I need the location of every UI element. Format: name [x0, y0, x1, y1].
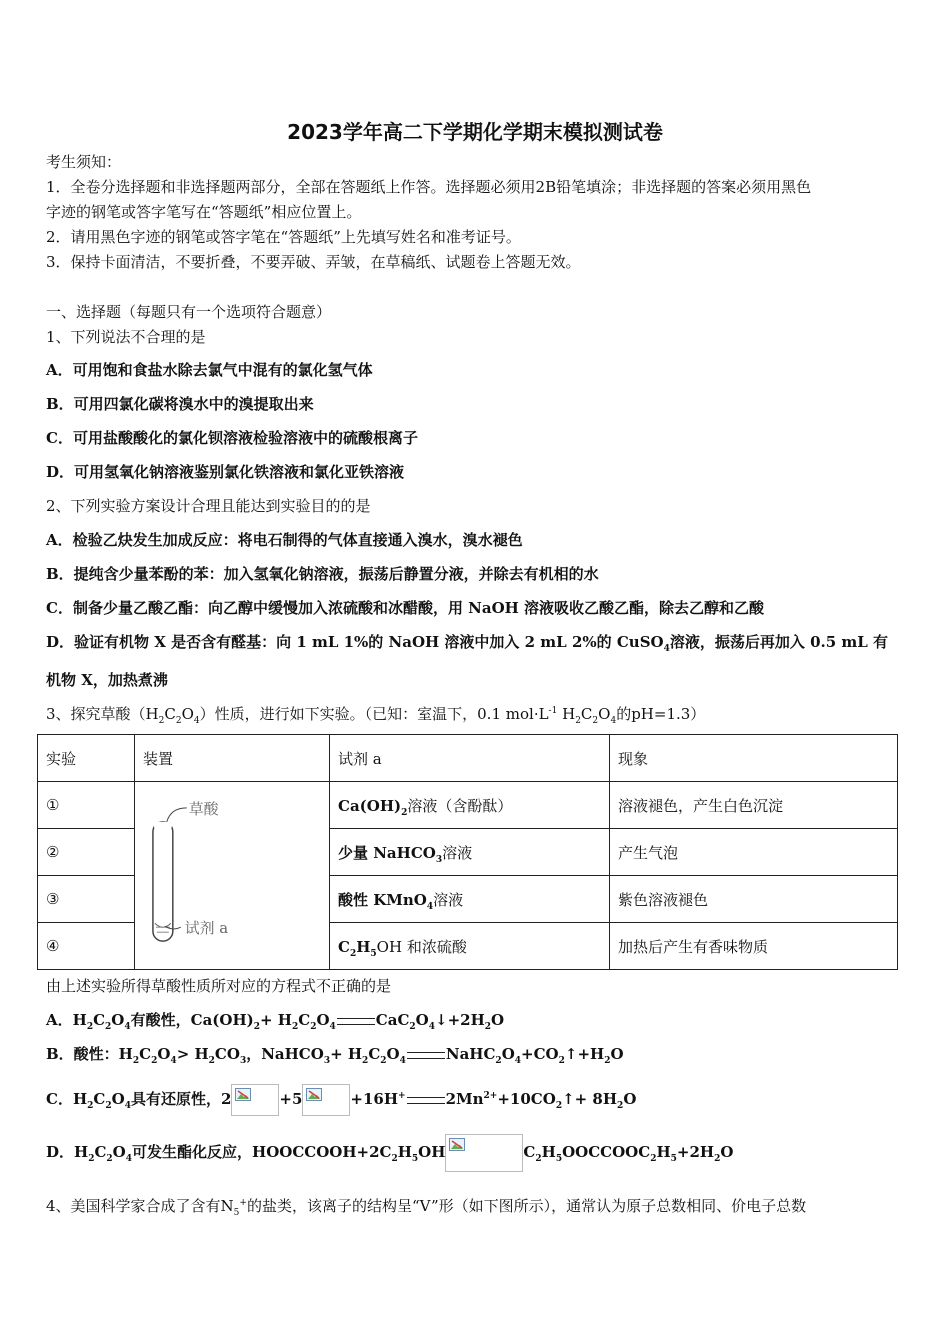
table-header: 现象 [610, 735, 898, 782]
notice-item: 3．保持卡面清洁，不要折叠，不要弄破、弄皱，在草稿纸、试题卷上答题无效。 [46, 253, 581, 271]
phenomenon-cell: 产生气泡 [610, 829, 898, 876]
q2-option-c: C．制备少量乙酸乙酯：向乙醇中缓慢加入浓硫酸和冰醋酸，用 NaOH 溶液吸收乙酸乙酯，除去乙醇和乙酸 [46, 599, 765, 617]
test-tube-apparatus [135, 782, 329, 969]
notice-item: 2．请用黑色字迹的钢笔或答字笔在“答题纸”上先填写姓名和准考证号。 [46, 228, 521, 246]
table-header: 实验 [38, 735, 135, 782]
q3-stem: 3、探究草酸$(H_2C_2O_4)$性质，进行如下实验。（已知：室温下，0.1 $mol\cdot L^{-1}$ $H_2C_2O_4$的pH=1.3） [46, 705, 706, 726]
q2-option-d: D．验证有机物 X 是否含有醛基：向 1 mL 1%的 NaOH 溶液中加入 2 mL 2%的 CuSO$_4$溶液，振荡后再加入 0.5 mL 有 [46, 633, 889, 654]
q2-option-b: B．提纯含少量苯酚的苯：加入氢氧化钠溶液，振荡后静置分液，并除去有机相的水 [46, 565, 599, 583]
broken-image-icon [445, 1134, 523, 1172]
phenomenon-cell: 紫色溶液褪色 [610, 876, 898, 923]
q2-stem: 2、下列实验方案设计合理且能达到实验目的的是 [46, 497, 371, 515]
q1-option-d: D．可用氢氧化钠溶液鉴别氯化铁溶液和氯化亚铁溶液 [46, 463, 405, 481]
q1-stem: 1、下列说法不合理的是 [46, 328, 206, 346]
table-header: 装置 [135, 735, 330, 782]
q3-option-d: D．$H_2C_2O_4$可发生酯化反应，$HOOCCOOH+2C_2H_5OH$ $C_2H_5OOCCOOC_2H_5+2H_2O$ [46, 1134, 910, 1172]
exp-number: ④ [38, 923, 135, 970]
experiment-table [37, 734, 898, 970]
broken-image-icon [231, 1084, 279, 1116]
notice-heading: 考生须知： [46, 153, 122, 171]
exp-number: ② [38, 829, 135, 876]
q1-option-b: B．可用四氯化碳将溴水中的溴提取出来 [46, 395, 314, 413]
q2-option-a: A．检验乙炔发生加成反应：将电石制得的气体直接通入溴水，溴水褪色 [46, 531, 523, 549]
apparatus-cell [135, 782, 330, 970]
notice-item: 字迹的钢笔或答字笔写在“答题纸”相应位置上。 [46, 203, 362, 221]
page-title: 2023学年高二下学期化学期末模拟测试卷 [287, 120, 663, 144]
reagent-cell: 少量 NaHCO$_3$溶液 [330, 829, 610, 876]
q3-option-c: C．$H_2C_2O_4$具有还原性，2 +5 +16H+ $2Mn^{2+}+10CO_2↑+ 8H_2O$ [46, 1082, 910, 1116]
q2-option-d-cont: 机物 X，加热煮沸 [46, 671, 168, 689]
table-row [38, 782, 898, 829]
q3-question: 由上述实验所得草酸性质所对应的方程式不正确的是 [46, 977, 392, 995]
broken-image-icon [302, 1084, 350, 1116]
q1-option-a: A．可用饱和食盐水除去氯气中混有的氯化氢气体 [46, 361, 373, 379]
apparatus-label-reagent: 试剂 a [184, 919, 229, 938]
reagent-cell: 酸性 KMnO$_4$溶液 [330, 876, 610, 923]
table-header: 试剂 a [330, 735, 610, 782]
q3-option-b: B．酸性：$H_2C_2O_4> H_2CO_3$，NaHCO$_3$+ $H_2C_2O_4$ $NaHC_2O_4+CO_2↑+H_2O$ [46, 1045, 624, 1066]
notice-item: 1．全卷分选择题和非选择题两部分，全部在答题纸上作答。选择题必须用2B铅笔填涂；非选择题的答案必须用黑色 [46, 178, 812, 196]
q4-stem: 4、美国科学家合成了含有$N_5^+$的盐类，该离子的结构呈“V”形（如下图所示），通常认为原子总数相同、价电子总数 [46, 1197, 807, 1218]
phenomenon-cell: 加热后产生有香味物质 [610, 923, 898, 970]
reagent-cell: $Ca(OH)_2$溶液（含酚酞） [330, 782, 610, 829]
q3-option-a: A．$H_2C_2O_4$有酸性，$Ca(OH)_2+ H_2C_2O_4$ $CaC_2O_4↓+2H_2O$ [46, 1011, 505, 1032]
reagent-cell: $C_2H_5OH$ 和浓硫酸 [330, 923, 610, 970]
table-header-row [38, 735, 898, 782]
exp-number: ① [38, 782, 135, 829]
q1-option-c: C．可用盐酸酸化的氯化钡溶液检验溶液中的硫酸根离子 [46, 429, 418, 447]
phenomenon-cell: 溶液褪色，产生白色沉淀 [610, 782, 898, 829]
section-heading: 一、选择题（每题只有一个选项符合题意） [46, 303, 332, 321]
apparatus-label-acid: 草酸 [188, 799, 219, 818]
exp-number: ③ [38, 876, 135, 923]
